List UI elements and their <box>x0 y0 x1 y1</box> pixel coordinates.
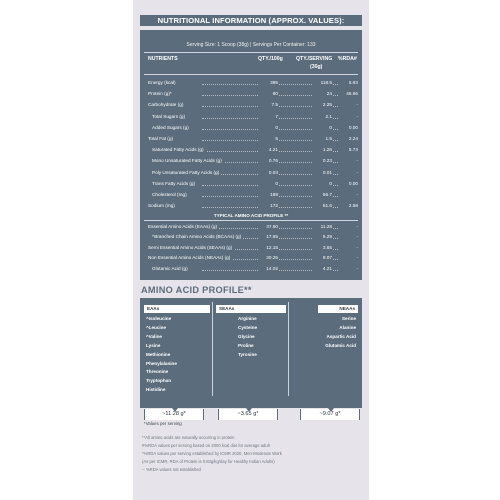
per-serving-note: *Values per serving <box>144 421 182 426</box>
value-per100: 80 <box>258 89 278 98</box>
nutrient-row <box>140 232 362 241</box>
value-serving: 118.5 <box>312 78 332 87</box>
value-rda: 0.00 <box>338 179 358 188</box>
value-per100: 172 <box>258 201 278 210</box>
value-per100: 14.02 <box>258 264 278 273</box>
nutrient-row <box>140 264 362 273</box>
value-serving: 2.25 <box>312 100 332 109</box>
value-rda: 5.93 <box>338 78 358 87</box>
value-per100: 7.5 <box>258 100 278 109</box>
value-per100: 17.65 <box>258 232 278 241</box>
value-per100: 0.76 <box>258 156 278 165</box>
footnote: **All amino acids are naturally occurring in protein <box>142 435 235 440</box>
header-per-serving-sub: (30g) <box>310 64 323 70</box>
amino-acid-seaas: Proline <box>238 342 254 348</box>
amino-acid-neaas: Aspartic Acid <box>326 333 356 339</box>
footnote: #%RDA values per serving based on 2000 kcal diet for average adult <box>142 442 270 448</box>
nutrient-row <box>140 168 362 177</box>
value-serving: 3.65 <box>312 243 332 252</box>
amino-acid-eaas: Methionine <box>146 351 171 357</box>
value-rda: 2.58 <box>338 201 358 210</box>
divider <box>144 52 358 53</box>
header-per-serving: QTY./SERVING <box>296 56 333 62</box>
amino-acid-neaas: Glutamic Acid <box>325 342 356 348</box>
value-serving: 4.21 <box>312 264 332 273</box>
nutrient-row <box>140 179 362 188</box>
footnote: -- %RDA values not established <box>142 466 201 472</box>
value-serving: 2.1 <box>312 112 332 121</box>
value-rda: - <box>338 222 358 231</box>
typical-amino-header: TYPICAL AMINO ACID PROFILE ** <box>213 213 289 218</box>
seaas-total: ~3.65 g* <box>218 409 278 420</box>
footnote: (As per ICMR, RDA of Protein is 0.83g/kg/day for Healthy Indian Adults) <box>142 458 275 464</box>
nutrient-name: Mono Unsaturated Fatty Acids (g) <box>152 158 222 164</box>
nutrient-row <box>140 78 362 87</box>
amino-acid-seaas: Tyrosine <box>238 351 257 357</box>
nutrient-row <box>140 243 362 252</box>
nutrient-row <box>140 89 362 98</box>
nutrient-name: Semi Essential Amino Acids (SEAAs) (g) <box>148 244 233 250</box>
value-per100: 37.60 <box>258 222 278 231</box>
amino-acid-eaas: Lysine <box>146 342 161 348</box>
category-eaas: EAAs <box>144 305 210 313</box>
amino-acid-seaas: Cysteine <box>238 324 258 330</box>
nutrient-name: Cholesterol (mg) <box>152 192 187 197</box>
value-rda: - <box>338 100 358 109</box>
nutrient-row <box>140 112 362 121</box>
nutrient-name: Energy (kcal) <box>148 80 176 85</box>
amino-acid-eaas: Threonine <box>146 369 169 375</box>
nutrient-name: Carbohydrate (g) <box>148 102 184 108</box>
footnotes <box>142 434 367 474</box>
value-rda: 0.00 <box>338 123 358 132</box>
header-per100: QTY./100g <box>258 56 283 62</box>
value-serving: 0.01 <box>312 168 332 177</box>
nutrient-name: Poly Unsaturated Fatty Acids (g) <box>152 169 220 175</box>
value-rda: - <box>338 264 358 273</box>
value-rda: 2.24 <box>338 134 358 143</box>
value-per100: 5 <box>258 134 278 143</box>
nutrient-row <box>140 134 362 143</box>
value-serving: 24 <box>312 89 332 98</box>
value-serving: 56.7 <box>312 190 332 199</box>
value-rda: - <box>338 243 358 252</box>
value-per100: 189 <box>258 190 278 199</box>
nutrient-name: Added Sugars (g) <box>152 124 189 130</box>
value-rda: 46.66 <box>338 89 358 98</box>
header-nutrients: NUTRIENTS <box>148 56 178 62</box>
eaas-total: ~11.28 g* <box>144 409 204 420</box>
nutrient-name: Glutamic Acid (g) <box>152 265 188 271</box>
pointer-icon <box>172 408 178 412</box>
nutrient-row <box>140 123 362 132</box>
value-per100: 0 <box>258 179 278 188</box>
amino-acid-neaas: Alanine <box>339 324 356 330</box>
value-rda: - <box>338 168 358 177</box>
value-per100: 4.21 <box>258 145 278 154</box>
amino-acid-eaas: Tryptophan <box>146 378 172 384</box>
nutrient-name: Protein (g)* <box>148 91 172 97</box>
value-serving: 0 <box>312 179 332 188</box>
value-per100: 7 <box>258 112 278 121</box>
nutrient-name: Non Essential Amino Acids (NEAAs) (g) <box>148 255 231 261</box>
amino-profile-title: AMINO ACID PROFILE** <box>141 285 252 295</box>
category-seaas: SEAAs <box>216 305 286 313</box>
amino-acid-neaas: Serine <box>341 316 356 321</box>
nutrient-row <box>140 222 362 231</box>
value-per100: 0.03 <box>258 168 278 177</box>
value-per100: 0 <box>258 123 278 132</box>
amino-acid-eaas: ^Isoleucine <box>146 316 172 321</box>
value-rda: - <box>338 190 358 199</box>
footnote: *%RDA values per serving established by ICMR 2020, Men-Moderate Work <box>142 450 282 456</box>
nutrient-name: Total Sugars (g) <box>152 113 186 119</box>
nutrient-name: Total Fat (g) <box>148 136 174 141</box>
value-serving: 9.07 <box>312 253 332 262</box>
pointer-icon <box>328 408 334 412</box>
amino-acid-eaas: ^Leucine <box>146 324 167 330</box>
nutrient-name: Trans Fatty Acids (g) <box>152 180 196 186</box>
divider <box>144 74 358 75</box>
nutrient-row <box>140 201 362 210</box>
serving-info: Serving Size: 1 Scoop (38g) | Servings Per Container: 133 <box>186 42 316 48</box>
value-serving: 5.29 <box>312 232 332 241</box>
nutrient-name: Saturated Fatty Acids (g) <box>152 147 204 153</box>
neaas-total: ~9.07 g* <box>300 409 360 420</box>
value-serving: 51.6 <box>312 201 332 210</box>
column-divider <box>212 302 213 396</box>
nutrient-name: ^Branched Chain Amino Acids (BCAAs) (g) <box>152 234 242 240</box>
nutrient-name: Sodium (mg) <box>148 203 175 209</box>
nutrient-row <box>140 145 362 154</box>
value-per100: 395 <box>258 78 278 87</box>
amino-acid-eaas: Phenylalanine <box>146 360 177 366</box>
value-rda: - <box>338 112 358 121</box>
divider <box>144 220 358 221</box>
value-serving: 1.5 <box>312 134 332 143</box>
amino-acid-eaas: ^Valine <box>146 333 162 339</box>
nutrient-row <box>140 190 362 199</box>
nutrition-title: NUTRITIONAL INFORMATION (APPROX. VALUES): <box>140 15 362 26</box>
value-rda: - <box>338 156 358 165</box>
nutrient-row <box>140 156 362 165</box>
value-serving: 11.28 <box>312 222 332 231</box>
pointer-icon <box>246 408 252 412</box>
nutrient-name: Essential Amino Acids (EAAs) (g) <box>148 224 218 229</box>
nutrient-row <box>140 100 362 109</box>
amino-acid-seaas: Arginine <box>238 316 257 321</box>
category-neaas: NEAAs <box>318 305 358 313</box>
amino-acid-seaas: Glycine <box>238 333 255 339</box>
column-divider <box>288 302 289 396</box>
value-rda: - <box>338 253 358 262</box>
value-per100: 30.25 <box>258 253 278 262</box>
value-per100: 12.15 <box>258 243 278 252</box>
nutrient-row <box>140 253 362 262</box>
value-serving: 0 <box>312 123 332 132</box>
value-rda: - <box>338 232 358 241</box>
nutrition-panel <box>140 30 362 280</box>
amino-profile-panel <box>140 298 362 408</box>
value-serving: 0.23 <box>312 156 332 165</box>
value-serving: 1.26 <box>312 145 332 154</box>
header-rda: %RDA# <box>338 56 357 62</box>
value-rda: 5.73 <box>338 145 358 154</box>
amino-acid-eaas: Histidine <box>146 387 166 393</box>
